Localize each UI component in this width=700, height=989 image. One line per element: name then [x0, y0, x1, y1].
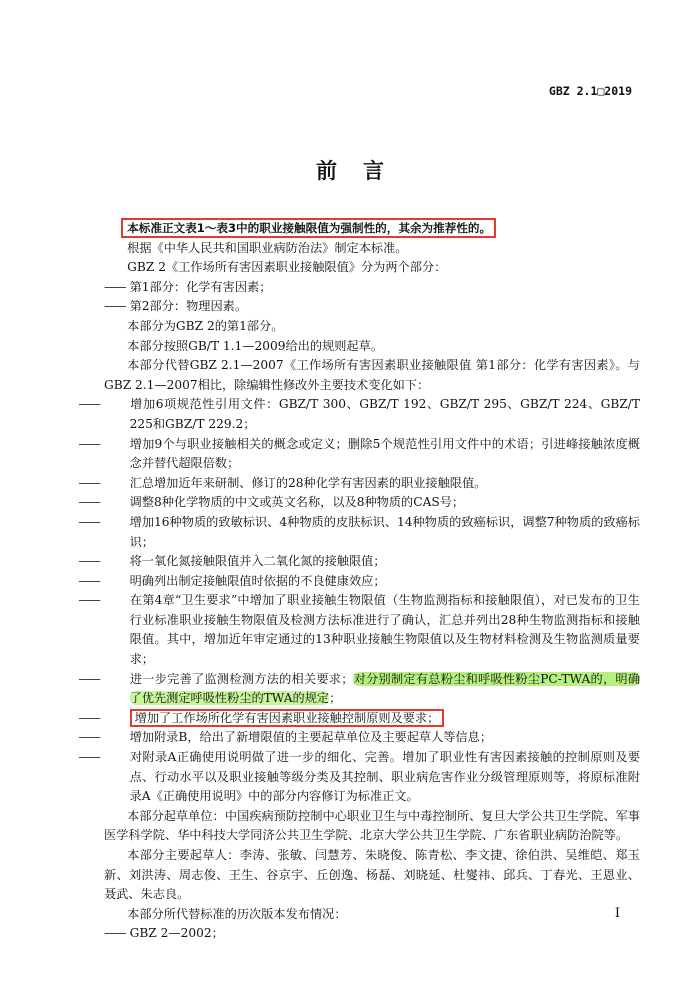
- change-item: —— 增加附录B，给出了新增限值的主要起草单位及主要起草人等信息；: [78, 730, 493, 745]
- mandatory-note-text: 本标准正文表1～表3中的职业接触限值为强制性的，其余为推荐性的。: [127, 221, 492, 235]
- change-item-boxed: —— 增加了工作场所化学有害因素职业接触控制原则及要求；: [104, 709, 640, 729]
- change-item: —— 汇总增加近年来研制、修订的28种化学有害因素的职业接触限值。: [78, 475, 487, 490]
- change-item: —— 将一氧化氮接触限值并入二氧化氮的接触限值；: [78, 554, 386, 569]
- paragraph-drafters: 本部分主要起草人：李涛、张敏、闫慧芳、朱晓俊、陈青松、李文捷、徐伯洪、吴维皑、郑玉新、刘洪涛、周志俊、王生、谷京宇、丘创逸、杨磊、刘晓延、杜燮祎、邱兵、丁春光、王恩业、聂武、朱志良。: [104, 848, 640, 902]
- paragraph: 本部分为GBZ 2的第1部分。: [127, 318, 284, 333]
- red-box-annotation: [121, 218, 496, 238]
- paragraph: GBZ 2《工作场所有害因素职业接触限值》分为两个部分：: [127, 260, 447, 275]
- change-item: —— 调整8种化学物质的中文或英文名称，以及8种物质的CAS号；: [78, 495, 465, 510]
- change-item: —— 明确列出制定接触限值时依据的不良健康效应；: [78, 573, 386, 588]
- change-item: —— 对附录A正确使用说明做了进一步的细化、完善。增加了职业性有害因素接触的控制原则及要点、行动水平以及职业接触等级分类及其控制、职业病危害作业分级管理原则等，将原标准附录A《正确使用说明》中的部分内容修订为标准正文。: [78, 750, 640, 804]
- document-body: [78, 218, 641, 944]
- page-title: 前言: [316, 159, 410, 183]
- change-item: —— 增加16种物质的致敏标识、4种物质的皮肤标识、14种物质的致癌标识，调整7种物质的致癌标识；: [78, 514, 640, 549]
- paragraph: 本部分按照GB/T 1.1—2009给出的规则起草。: [127, 338, 383, 353]
- green-highlight: 了优先测定呼吸性粉尘的TWA的规定: [129, 691, 330, 706]
- paragraph: 本部分所代替标准的历次版本发布情况：: [127, 906, 347, 921]
- dash-item: —— 第2部分：物理因素。: [104, 299, 248, 314]
- change-item: —— 增加9个与职业接触相关的概念或定义；删除5个规范性引用文件中的术语；引进峰接触浓度概念并替代超限倍数；: [78, 436, 640, 471]
- change-item: —— 在第4章“卫生要求”中增加了职业接触生物限值（生物监测指标和接触限值），对已发布的卫生行业标准职业接触生物限值及检测方法标准进行了确认，汇总并列出28种生物监测指标和接触限值。其中，增加近年审定通过的13种职业接触生物限值以及生物材料检测及生物监测质量要求；: [78, 593, 640, 667]
- red-box-annotation: 增加了工作场所化学有害因素职业接触控制原则及要求；: [130, 709, 445, 727]
- version-item: —— GBZ 2—2002；: [104, 926, 224, 941]
- change-item-highlighted: —— 进一步完善了监测检测方法的相关要求；对分别制定有总粉尘和呼吸性粉尘PC-TWA的，明确了优先测定呼吸性粉尘的TWA的规定；: [78, 671, 641, 706]
- green-highlight: 对分别制定有总粉尘和呼吸性粉尘PC-TWA的，明确: [353, 671, 641, 686]
- page-number: I: [614, 906, 620, 921]
- dash-item: —— 第1部分：化学有害因素；: [104, 279, 272, 294]
- paragraph-drafting-units: 本部分起草单位：中国疾病预防控制中心职业卫生与中毒控制所、复旦大学公共卫生学院、军事医学科学院、华中科技大学同济公共卫生学院、北京大学公共卫生学院、广东省职业病防治院等。: [104, 808, 640, 843]
- mandatory-note-paragraph: [104, 218, 640, 239]
- paragraph: 本部分代替GBZ 2.1—2007《工作场所有害因素职业接触限值 第1部分：化学有害因素》。与GBZ 2.1—2007相比，除编辑性修改外主要技术变化如下：: [104, 358, 640, 392]
- standard-code: GBZ 2.1□2019: [548, 84, 632, 98]
- paragraph: 根据《中华人民共和国职业病防治法》制定本标准。: [127, 240, 408, 255]
- change-item: —— 增加6项规范性引用文件：GBZ/T 300、GBZ/T 192、GBZ/T 295、GBZ/T 224、GBZ/T 225和GBZ/T 229.2；: [78, 397, 640, 431]
